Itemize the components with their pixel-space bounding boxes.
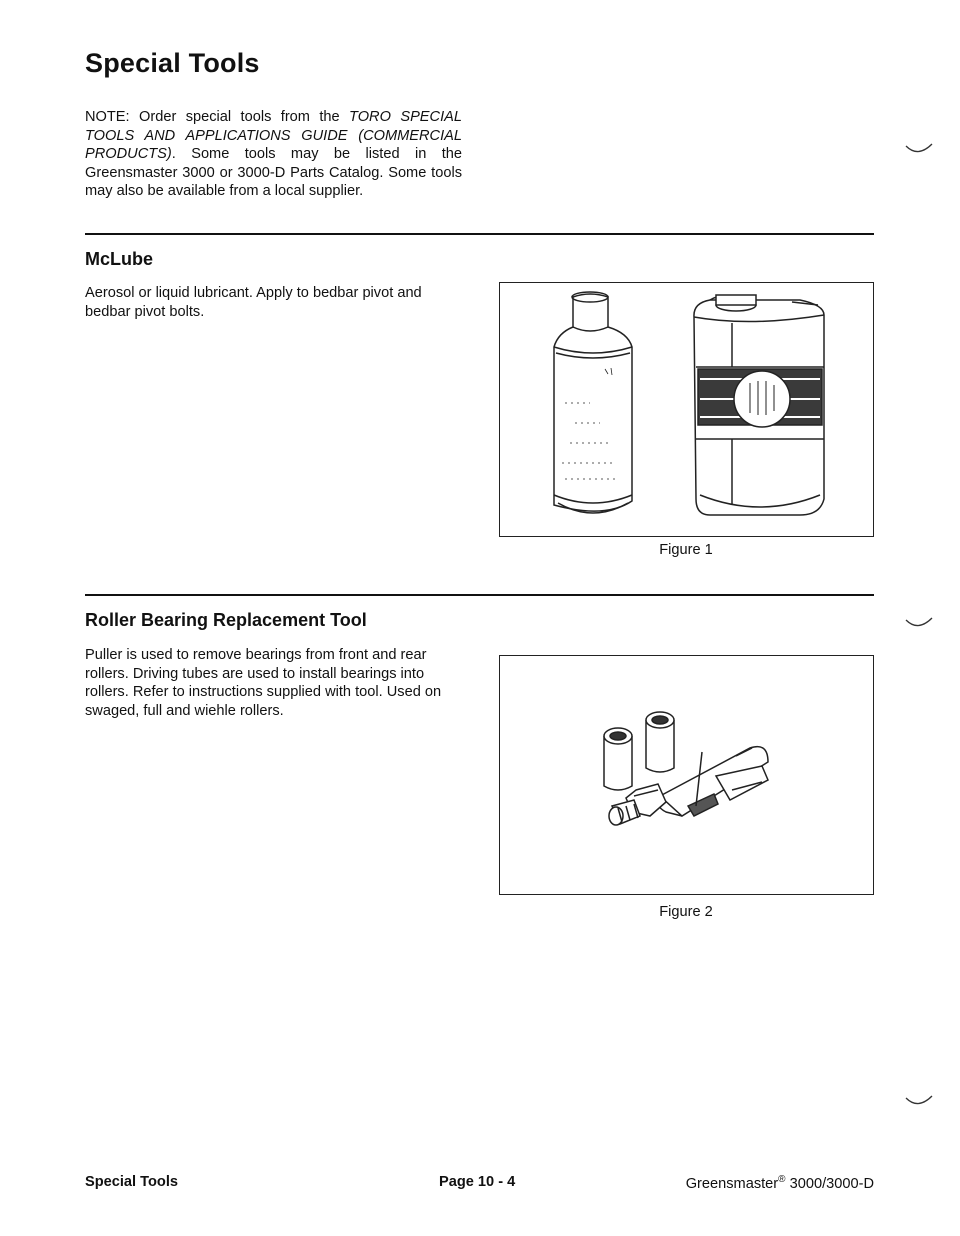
figure-2-frame (499, 655, 874, 895)
footer-brand: Greensmaster (685, 1175, 779, 1192)
section-heading-mclube: McLube (85, 249, 154, 269)
section-text-bearing-tool: Puller is used to remove bearings from front and rear rollers. Driving tubes are used to install bearings into rollers. Refer to instructions supplied with tool. Used on swaged, full and wiehle rollers. (85, 647, 442, 719)
bearing-puller-tool-illustration (500, 656, 872, 893)
figure-2-caption: Figure 2 (659, 904, 713, 920)
lubricant-tin-icon (694, 295, 824, 515)
margin-tick-icon (904, 614, 934, 632)
driving-tube-icon (646, 712, 674, 772)
margin-tick-icon (904, 140, 934, 158)
footer-page-number: Page 10 - 4 (439, 1174, 516, 1190)
puller-icon (609, 747, 768, 825)
note-suffix: . Some tools may be listed in the Greensmaster 3000 or 3000-D Parts Catalog. Some tools may also be available from a local supplier. (85, 146, 462, 199)
lubricant-cans-illustration (500, 283, 872, 535)
figure-1-frame (499, 282, 874, 537)
figure-1-caption: Figure 1 (659, 542, 713, 558)
guide-title: TORO SPECIAL TOOLS AND APPLICATIONS GUIDE (COMMERCIAL PRODUCTS) (85, 109, 462, 162)
driving-tube-icon (604, 728, 632, 790)
margin-tick-icon (904, 1092, 934, 1110)
registered-mark: ® (778, 1174, 786, 1185)
section-divider-bearing-tool (85, 594, 874, 596)
footer-model: 3000/3000-D (785, 1175, 874, 1192)
section-heading-bearing-tool: Roller Bearing Replacement Tool (85, 610, 367, 630)
footer-section-name: Special Tools (85, 1174, 178, 1190)
aerosol-can-icon (554, 292, 632, 513)
section-divider-mclube (85, 233, 874, 235)
note-paragraph (85, 108, 462, 201)
note-prefix: NOTE: Order special tools from the (85, 109, 350, 125)
page-title: Special Tools (85, 48, 260, 78)
footer-product-name (676, 1174, 874, 1192)
section-text-mclube: Aerosol or liquid lubricant. Apply to bedbar pivot and bedbar pivot bolts. (85, 285, 422, 320)
